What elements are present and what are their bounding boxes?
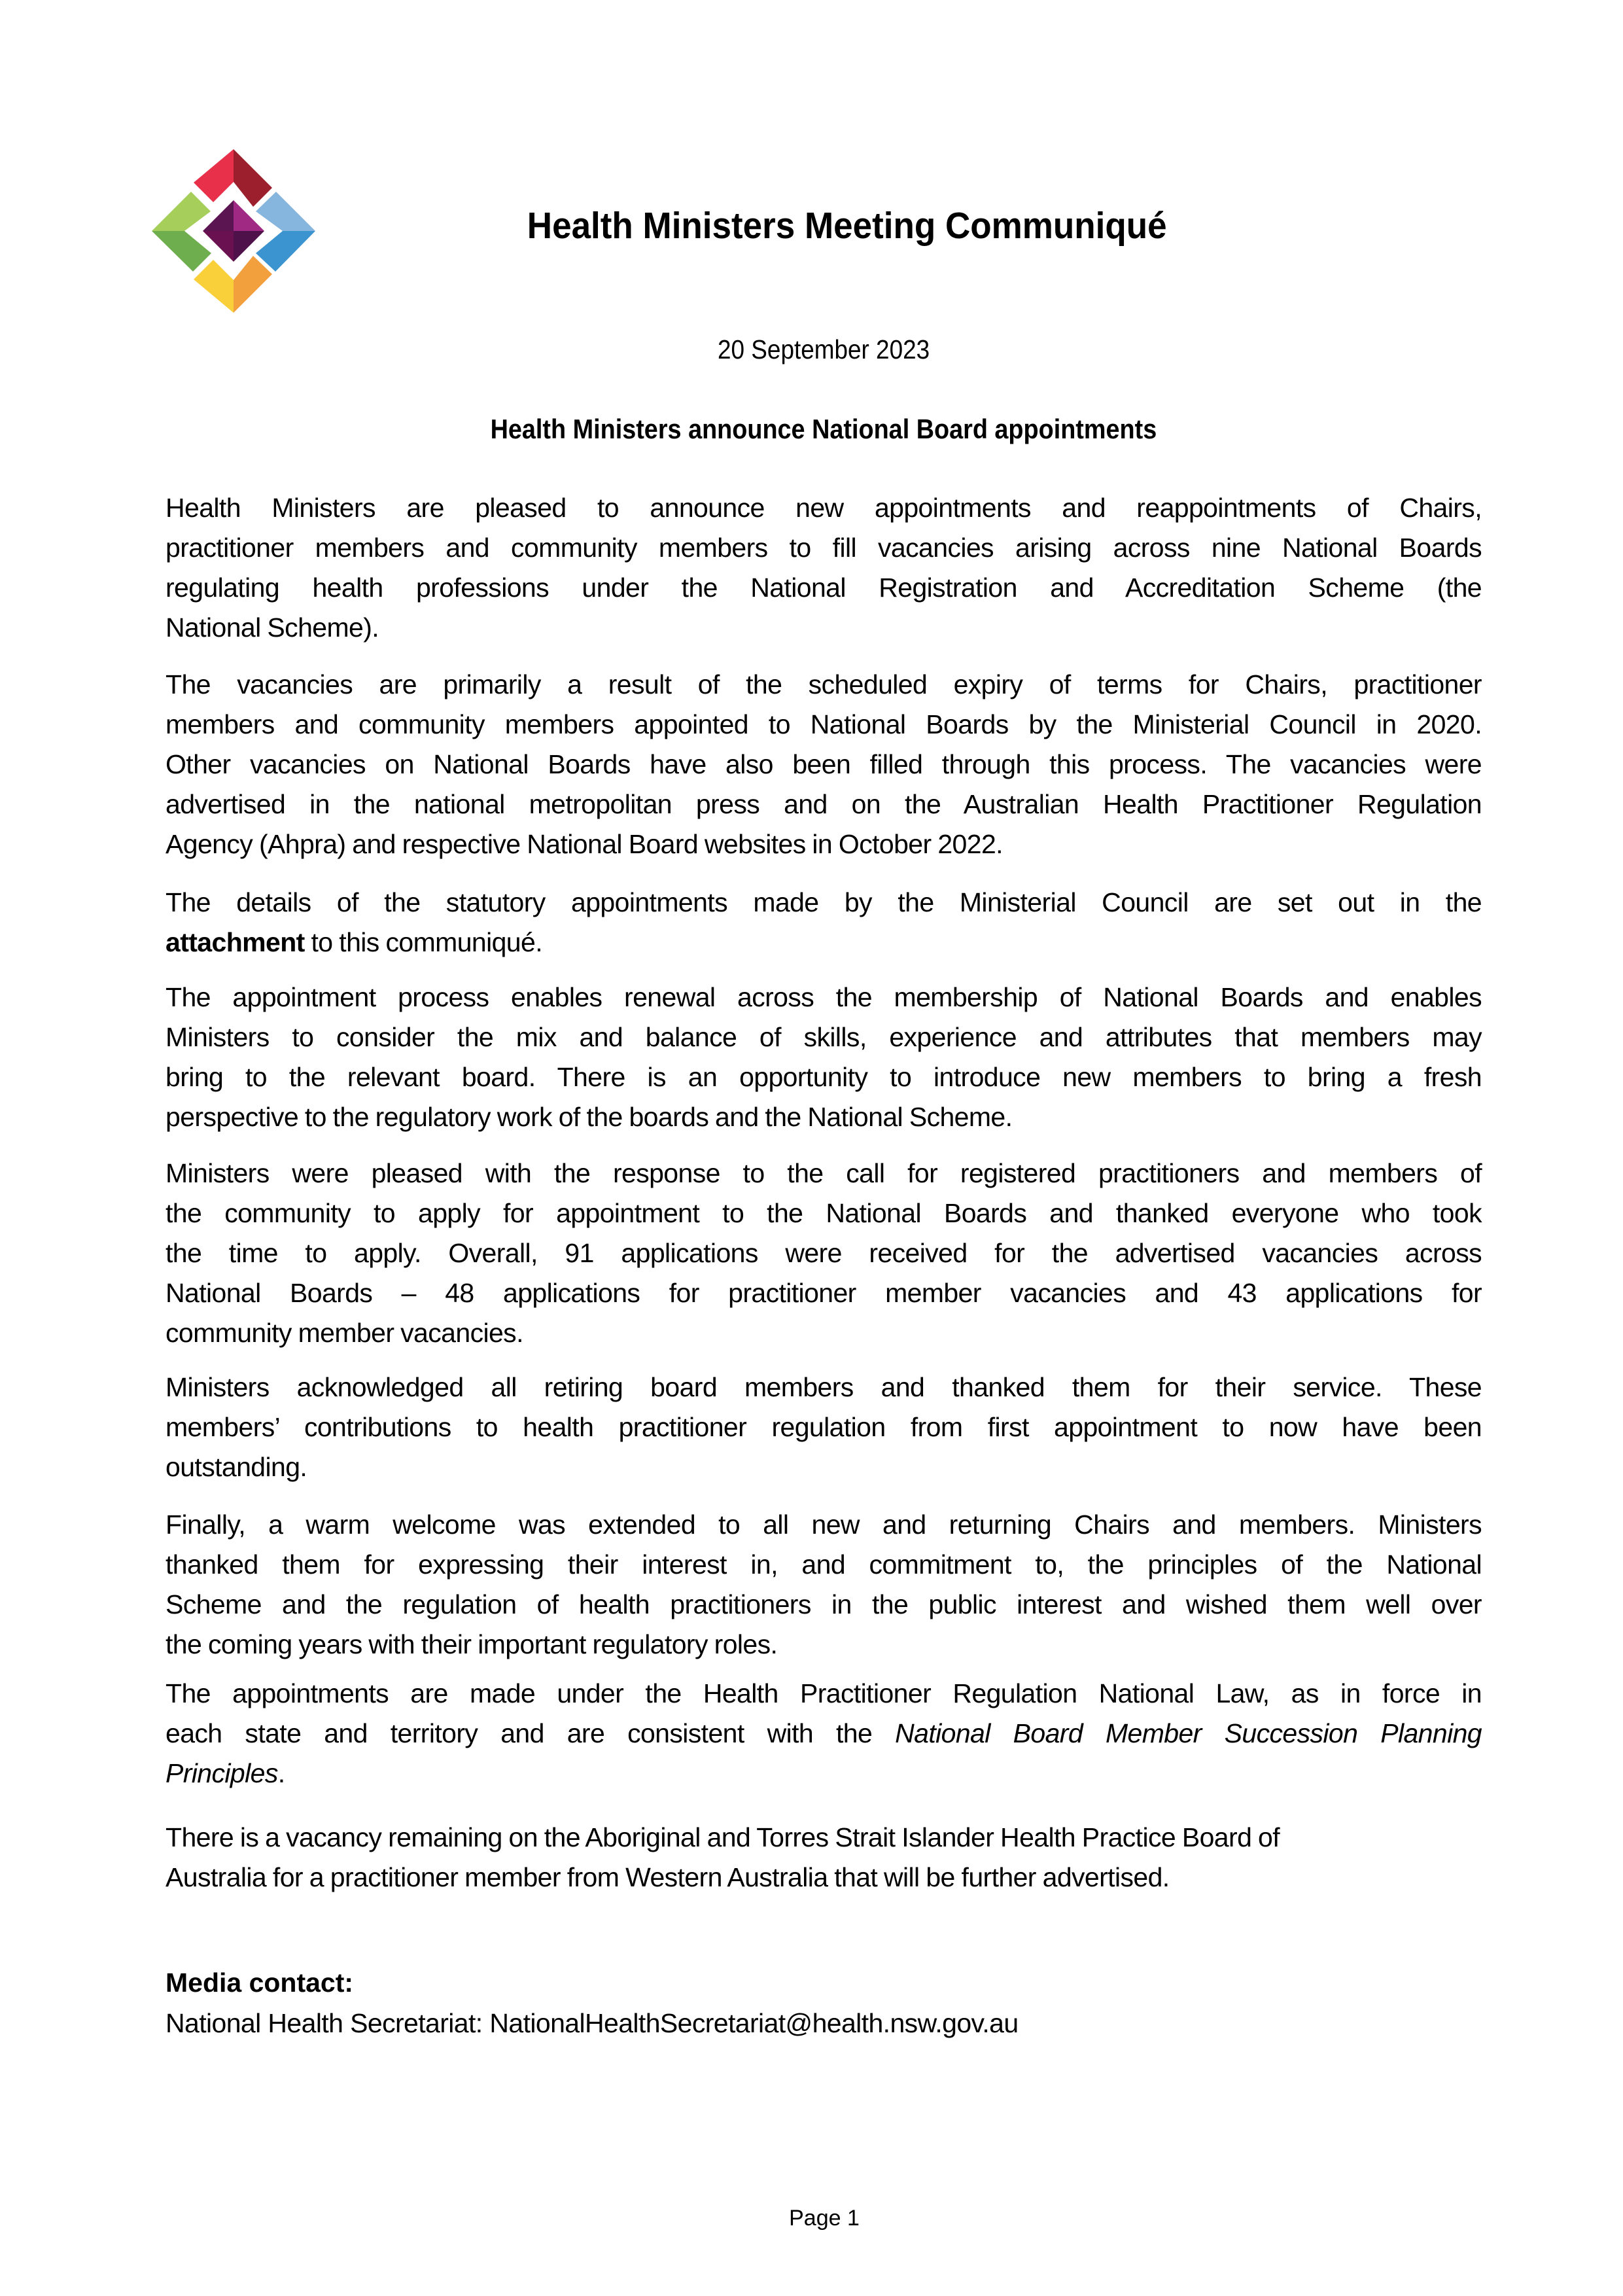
text-line [166,1754,1482,1793]
text-line: outstanding. [166,1452,307,1482]
text-line: The appointments are made under the Health Practitioner Regulation National Law, as in force in [166,1678,1482,1708]
text-line: the community to apply for appointment to the National Boards and thanked everyone who took [166,1198,1482,1228]
text-line: Scheme and the regulation of health practitioners in the public interest and wished them well over [166,1589,1482,1619]
page-title [458,203,1236,249]
paragraph-1 [166,488,1482,648]
text-line [166,1714,1482,1754]
text-line: Agency (Ahpra) and respective National Board websites in October 2022. [166,829,1003,859]
italic-title-text: Principles [166,1758,278,1788]
text-line: practitioner members and community members to fill vacancies arising across nine National Boards [166,533,1482,563]
text-line: thanked them for expressing their interest in, and commitment to, the principles of the National [166,1549,1482,1580]
text-line: The vacancies are primarily a result of the scheduled expiry of terms for Chairs, practitioner [166,669,1482,699]
text-line: National Scheme). [166,612,379,643]
subheading [166,411,1482,448]
paragraph-2 [166,665,1482,864]
text-line: advertised in the national metropolitan press and on the Australian Health Practitioner Regulation [166,789,1482,819]
paragraph-6 [166,1368,1482,1487]
text-line: Australia for a practitioner member from Western Australia that will be further advertised. [166,1862,1170,1892]
text-line: Ministers acknowledged all retiring board members and thanked them for their service. These [166,1372,1482,1402]
text-line: Health Ministers are pleased to announce new appointments and reappointments of Chairs, [166,493,1482,523]
paragraph-7 [166,1505,1482,1665]
page-number: Page 1 [789,2206,860,2231]
text-line: members and community members appointed to National Boards by the Ministerial Council in 2020. [166,709,1482,739]
paragraph-3 [166,883,1482,963]
text-line: Finally, a warm welcome was extended to all new and returning Chairs and members. Ministers [166,1510,1482,1540]
paragraph-8 [166,1674,1482,1793]
text-line: the coming years with their important regulatory roles. [166,1629,778,1659]
text-span: . [277,1758,285,1788]
text-span: each state and territory and are consistent with the [166,1718,896,1748]
text-line [166,923,1482,963]
page-title-text: Health Ministers Meeting Communiqué [527,205,1167,247]
text-line: community member vacancies. [166,1318,523,1348]
text-line: perspective to the regulatory work of the boards and the National Scheme. [166,1102,1013,1132]
text-line: Other vacancies on National Boards have also been filled through this process. The vacancies were [166,749,1482,779]
attachment-bold-text: attachment [166,927,305,957]
publication-date-text: 20 September 2023 [717,334,930,364]
paragraph-4 [166,978,1482,1137]
text-span: to this communiqué. [304,927,543,957]
text-line: the time to apply. Overall, 91 applications were received for the advertised vacancies across [166,1238,1482,1268]
text-line: bring to the relevant board. There is an opportunity to introduce new members to bring a fresh [166,1062,1482,1092]
publication-date [166,331,1482,368]
text-line: members’ contributions to health practitioner regulation from first appointment to now have been [166,1412,1482,1442]
text-line: The details of the statutory appointments made by the Ministerial Council are set out in the [166,887,1482,917]
text-line: Ministers were pleased with the response to the call for registered practitioners and members of [166,1158,1482,1188]
text-line: Ministers to consider the mix and balance of skills, experience and attributes that members may [166,1022,1482,1052]
text-line: regulating health professions under the National Registration and Accreditation Scheme (the [166,573,1482,603]
paragraph-5 [166,1154,1482,1353]
text-line: There is a vacancy remaining on the Aboriginal and Torres Strait Islander Health Practice Board of [166,1822,1280,1852]
text-line: The appointment process enables renewal across the membership of National Boards and enables [166,982,1482,1012]
italic-title-text: National Board Member Succession Planning [895,1718,1482,1748]
media-contact-line: National Health Secretariat: NationalHealthSecretariat@health.nsw.gov.au [166,2008,1019,2038]
text-line: National Boards – 48 applications for practitioner member vacancies and 43 applications for [166,1278,1482,1308]
diamond-chevron-logo-icon [149,147,318,315]
media-contact-heading: Media contact: [166,1968,354,1998]
paragraph-9 [166,1818,1482,1898]
subheading-text: Health Ministers announce National Board appointments [490,414,1157,444]
